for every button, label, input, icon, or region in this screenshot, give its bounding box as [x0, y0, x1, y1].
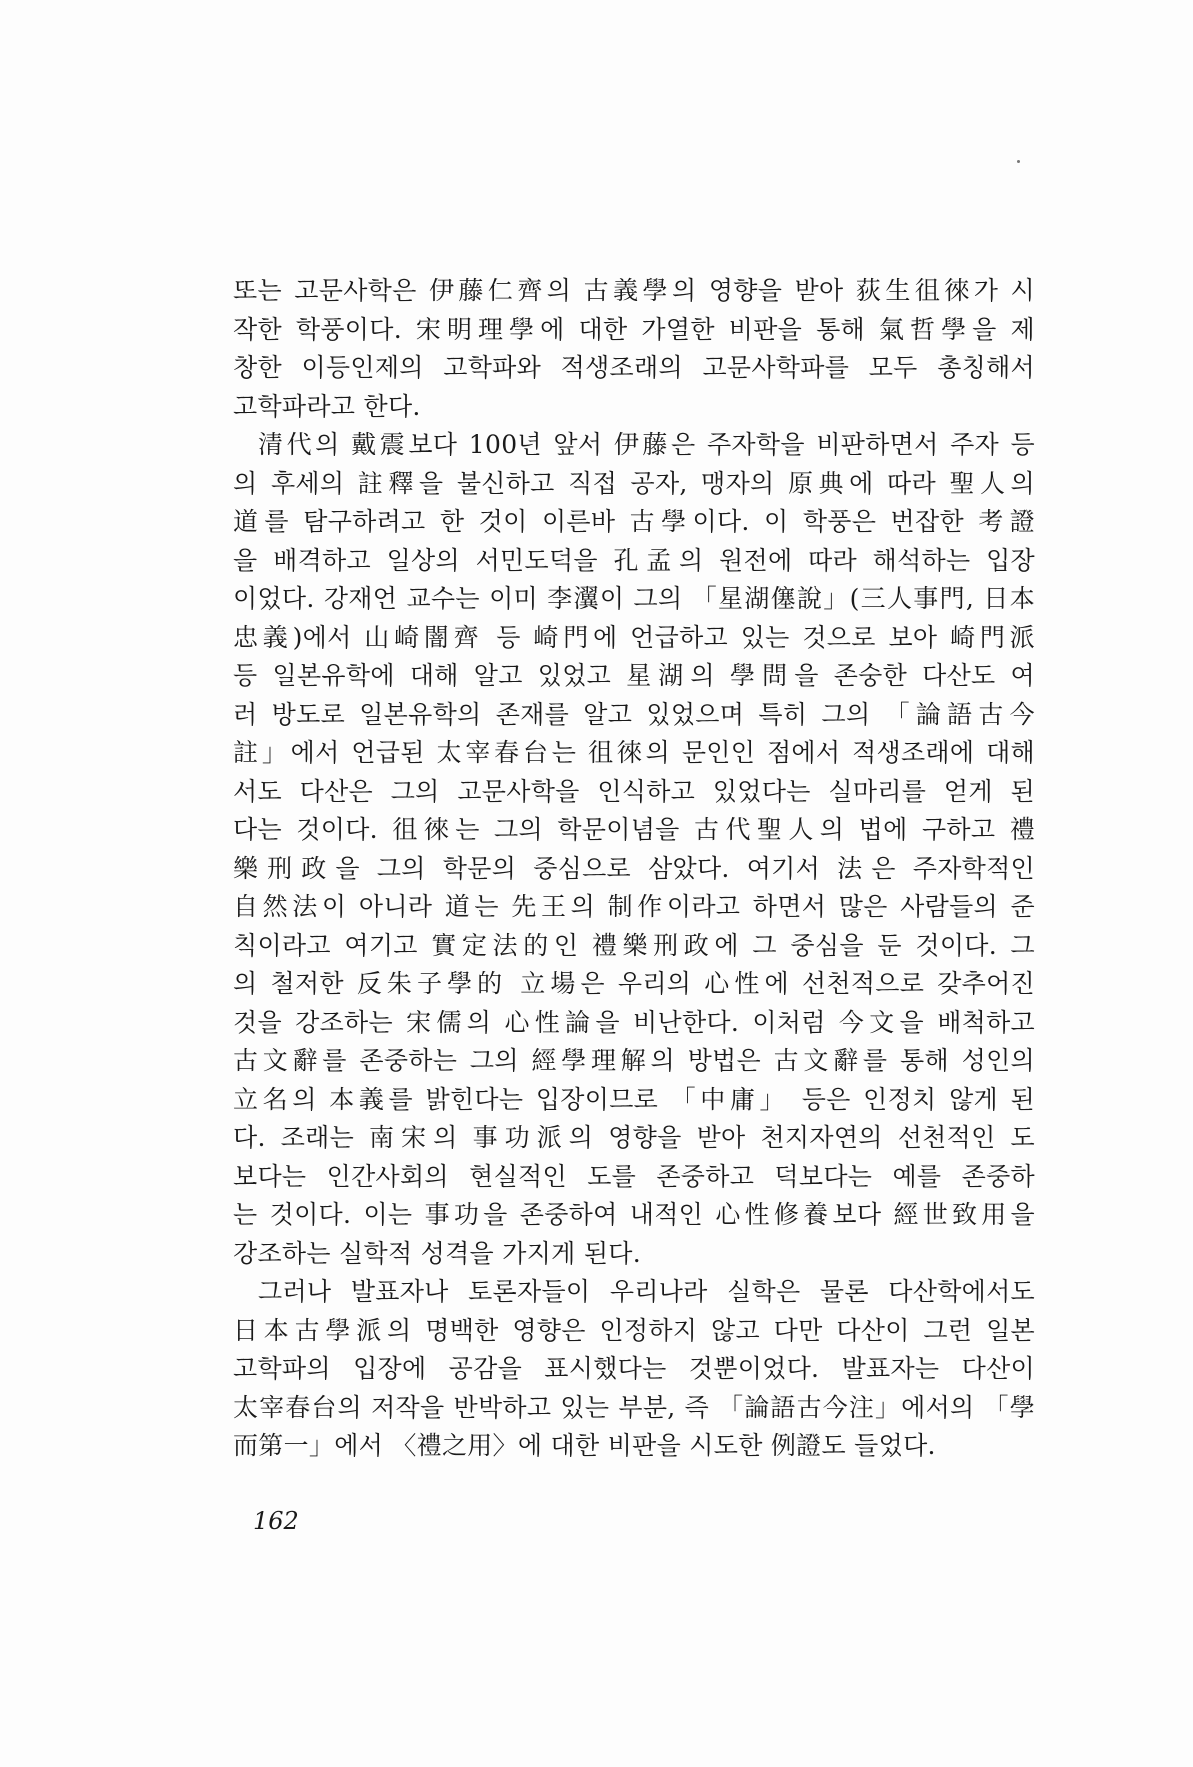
text-line: 또는 고문사학은 伊藤仁齊의 古義學의 영향을 받아 荻生徂徠가 시: [233, 276, 1035, 305]
text-line: 을 배격하고 일상의 서민도덕을 孔孟의 원전에 따라 해석하는 입장: [233, 545, 1035, 575]
paragraph-1: [233, 272, 1035, 426]
text-line: 서도 다산은 그의 고문사학을 인식하고 있었다는 실마리를 얻게 된: [233, 776, 1035, 806]
text-line: 보다는 인간사회의 현실적인 도를 존중하고 덕보다는 예를 존중하: [233, 1161, 1035, 1191]
text-line: 작한 학풍이다. 宋明理學에 대한 가열한 비판을 통해 氣哲學을 제: [233, 314, 1035, 344]
text-line: 러 방도로 일본유학의 존재를 알고 있었으며 특히 그의 「論語古今: [233, 699, 1035, 729]
page-number: 162: [253, 1507, 299, 1535]
text-line: 註」에서 언급된 太宰春台는 徂徠의 문인인 점에서 적생조래에 대해: [233, 738, 1035, 767]
text-line: 의 철저한 反朱子學的 立場은 우리의 心性에 선천적으로 갖추어진: [233, 969, 1035, 998]
text-line: 自然法이 아니라 道는 先王의 制作이라고 하면서 많은 사람들의 준: [233, 892, 1035, 921]
paragraph-3: [233, 1273, 1035, 1466]
text-line: 古文辭를 존중하는 그의 經學理解의 방법은 古文辭를 통해 성인의: [233, 1046, 1035, 1075]
text-line: 太宰春台의 저작을 반박하고 있는 부분, 즉 「論語古今注」에서의 「學: [233, 1392, 1035, 1422]
text-line: 의 후세의 註釋을 불신하고 직접 공자, 맹자의 原典에 따라 聖人의: [233, 468, 1035, 498]
text-line: 而第一」에서 〈禮之用〉에 대한 비판을 시도한 例證도 들었다.: [233, 1431, 936, 1460]
text-line: 고학파의 입장에 공감을 표시했다는 것뿐이었다. 발표자는 다산이: [233, 1354, 1035, 1383]
body-text: [233, 272, 1035, 1466]
text-line: 道를 탐구하려고 한 것이 이른바 古學이다. 이 학풍은 번잡한 考證: [233, 507, 1035, 536]
paper-speck: [1017, 160, 1020, 163]
text-line: 창한 이등인제의 고학파와 적생조래의 고문사학파를 모두 총칭해서: [233, 353, 1035, 382]
text-line: 강조하는 실학적 성격을 가지게 된다.: [233, 1238, 641, 1268]
text-line: 立名의 本義를 밝힌다는 입장이므로 「中庸」 등은 인정치 않게 된: [233, 1084, 1035, 1114]
text-line: 다는 것이다. 徂徠는 그의 학문이념을 古代聖人의 법에 구하고 禮: [233, 815, 1035, 844]
text-line: 日本古學派의 명백한 영향은 인정하지 않고 다만 다산이 그런 일본: [233, 1315, 1035, 1345]
text-line: 樂刑政을 그의 학문의 중심으로 삼았다. 여기서 法은 주자학적인: [233, 853, 1035, 883]
text-line: 칙이라고 여기고 實定法的인 禮樂刑政에 그 중심을 둔 것이다. 그: [233, 930, 1035, 960]
text-line: 등 일본유학에 대해 알고 있었고 星湖의 學問을 존숭한 다산도 여: [233, 661, 1035, 690]
text-line: 이었다. 강재언 교수는 이미 李瀷이 그의 「星湖僿說」(三人事門, 日本: [233, 584, 1035, 613]
text-line: 것을 강조하는 宋儒의 心性論을 비난한다. 이처럼 今文을 배척하고: [233, 1007, 1035, 1037]
text-line: 그러나 발표자나 토론자들이 우리나라 실학은 물론 다산학에서도: [258, 1277, 1035, 1306]
text-line: 고학파라고 한다.: [233, 391, 421, 421]
text-line: 忠義)에서 山崎闇齊 등 崎門에 언급하고 있는 것으로 보아 崎門派: [233, 622, 1035, 652]
paragraph-2: [233, 426, 1035, 1273]
text-line: 는 것이다. 이는 事功을 존중하여 내적인 心性修養보다 經世致用을: [233, 1200, 1035, 1229]
text-line: 清代의 戴震보다 100년 앞서 伊藤은 주자학을 비판하면서 주자 등: [258, 430, 1035, 459]
text-line: 다. 조래는 南宋의 事功派의 영향을 받아 천지자연의 선천적인 도: [233, 1123, 1035, 1152]
